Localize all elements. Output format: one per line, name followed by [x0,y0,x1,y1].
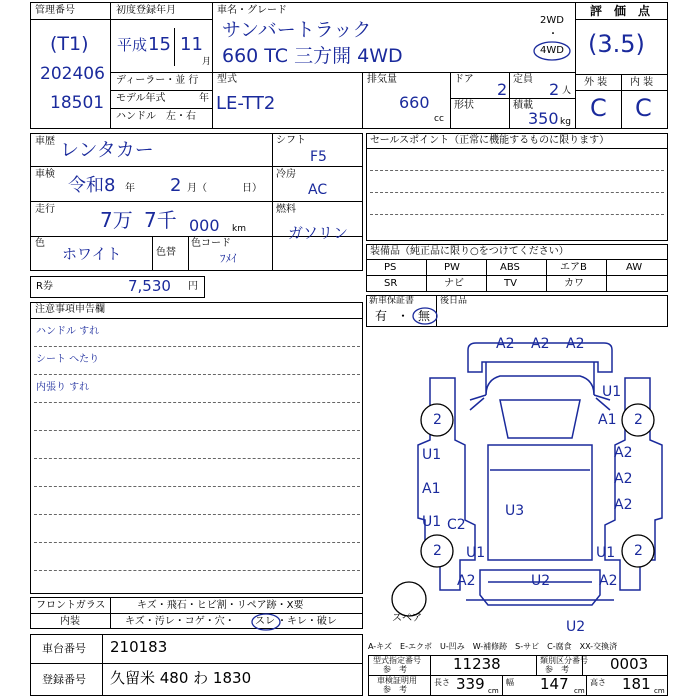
recycle-label: R券 [36,281,53,292]
note-item-3: 内張り すれ [36,382,90,393]
car-name: サンバートラック [222,19,372,41]
note-item-1: ハンドル すれ [36,326,100,337]
displacement-label: 排気量 [367,74,397,85]
mark-rear-left-u1: U1 [466,545,486,561]
doors-value: 2 [497,80,508,99]
model-year-label: モデル年式 [116,93,166,104]
warranty-no: 無 [418,309,431,323]
equip-airbag: エアB [560,262,587,273]
warranty-label: 新車保証書 [369,296,415,306]
mark-left-u1-top: U1 [422,447,442,463]
model-designation-label: 型式指定番号 [373,656,421,665]
mark-rear-a2-left: A2 [457,573,476,589]
note-item-2: シート へたり [36,354,100,365]
width-unit: cm [574,687,585,695]
seats-unit: 人 [562,86,572,96]
recycle-unit: 円 [188,281,198,292]
drive-dot: ・ [548,29,558,40]
mark-wheel-fl: 2 [433,412,442,428]
ac-label: 冷房 [276,169,296,180]
car-name-label: 車名・グレード [217,5,287,16]
equip-leather: カワ [564,278,584,289]
eval-label: 評 価 点 [590,4,651,18]
history-label: 車歴 [35,136,55,147]
equip-pw: PW [444,262,460,273]
exterior-grade: C [590,94,607,122]
width-label: 幅 [506,678,514,687]
mileage-label: 走行 [35,204,55,215]
mark-wheel-rl: 2 [433,543,442,559]
interior-grade: C [635,94,652,122]
mark-right-a2-2: A2 [614,471,633,487]
mark-left-u1-bottom: U1 [422,514,442,530]
equipment-label: 装備品（純正品に限り○をつけてください） [370,246,569,257]
first-reg-month: 11 [180,34,203,55]
reg-label: 登録番号 [42,673,86,686]
mgmt-label: 管理番号 [35,5,75,16]
dealer-label: ディーラー・並 行 [116,75,199,86]
cert-ref: 参 考 [383,685,407,694]
type-label: 型式 [217,74,237,85]
front-glass-items: キズ・飛石・ヒビ割・リペア跡・X要 [137,600,304,611]
shift-label: シフト [276,135,306,146]
length-value: 339 [456,675,485,693]
equip-abs: ABS [500,262,520,273]
first-reg-era: 平成 [117,36,148,54]
chassis-label: 車台番号 [42,642,86,655]
mark-rear-right-u1: U1 [596,545,616,561]
inspection-year-unit: 年 [125,183,135,194]
mgmt-num2: 18501 [50,93,105,113]
spare-label: スペア [392,613,422,624]
inspection-era: 令和8 [68,175,116,196]
equip-navi: ナビ [444,278,464,289]
recycle-value: 7,530 [128,277,171,295]
equip-aw: AW [626,262,643,273]
displacement-value: 660 [399,93,430,112]
model-year-unit: 年 [199,93,209,104]
manual-label: 後日品 [440,296,468,306]
height-unit: cm [654,687,665,695]
height-value: 181 [622,675,651,693]
interior-items-after: ・キレ・破レ [277,616,337,627]
mark-rear-a2-right: A2 [599,573,618,589]
history-value: レンタカー [60,139,154,161]
category-ref: 参 考 [545,665,569,674]
reg-value: 久留米 480 わ 1830 [110,669,252,687]
exterior-label: 外 装 [584,77,608,88]
mark-bed-u3: U3 [505,503,525,519]
ac-value: AC [308,182,328,198]
damage-legend: A-キズ E-エクボ U-凹み W-補修跡 S-サビ C-腐食 XX-交換済 [368,642,618,651]
inspection-month: 2 [170,175,182,196]
sales-points-label: セールスポイント（正常に機能するものに限ります） [370,135,610,146]
interior-items-before: キズ・汚レ・コゲ・穴・ [125,616,235,627]
color-label: 色 [35,238,45,249]
mileage-sen: 7千 [144,208,177,232]
diagram-cargo-bed [488,445,592,560]
doors-label: ドア [454,74,474,85]
mgmt-num1: 202406 [40,64,105,84]
mark-rear-u2: U2 [531,573,551,589]
inspection-label: 車検 [35,169,55,180]
category-value: 0003 [610,655,649,673]
notes-label: 注意事項申告欄 [35,304,105,315]
load-value: 350 [528,109,559,128]
color-code-value: ﾌﾒｲ [220,252,237,265]
mark-right-u1: U1 [602,384,622,400]
mileage-rest: 000 [189,216,220,235]
inspection-day-unit: 日） [242,183,262,194]
width-value: 147 [540,675,569,693]
cert-label: 車検証明用 [377,676,417,685]
equip-sr: SR [384,278,398,289]
fuel-label: 燃料 [276,204,296,215]
color-change-label: 色替 [156,247,176,258]
interior-items-circled: スレ [255,616,275,627]
color-value: ホワイト [62,245,122,263]
seats-value: 2 [549,80,560,99]
mark-right-a1: A1 [598,412,617,428]
length-unit: cm [488,687,499,695]
inspection-month-unit: 月（ [187,183,207,194]
shift-value: F5 [310,149,327,165]
chassis-value: 210183 [110,638,168,656]
mark-wheel-rr: 2 [634,543,643,559]
model-designation-ref: 参 考 [383,665,407,674]
mark-front-a2-1: A2 [496,336,515,352]
handle-label: ハンドル 左・右 [116,111,196,122]
drive-2wd: 2WD [540,15,564,26]
category-label: 類別区分番号 [540,656,588,665]
seats-label: 定員 [513,74,533,85]
eval-score: (3.5) [588,30,645,58]
color-code-label: 色コード [191,238,231,249]
mileage-man: 7万 [100,208,133,232]
model-designation-value: 11238 [453,655,501,673]
length-label: 長さ [434,678,450,687]
warranty-dot: ・ [397,309,410,323]
first-reg-month-unit: 月 [202,57,212,67]
drive-4wd: 4WD [540,45,564,56]
load-unit: kg [560,117,571,127]
height-label: 高さ [590,678,606,687]
mark-right-a2-1: A2 [614,445,633,461]
warranty-yes: 有 [375,309,388,323]
mark-left-a1: A1 [422,481,441,497]
displacement-unit: cc [434,114,444,124]
equip-ps: PS [384,262,397,273]
interior-label: 内 装 [630,77,654,88]
mark-wheel-fr: 2 [634,412,643,428]
mark-right-a2-3: A2 [614,497,633,513]
load-label: 積載 [513,100,533,111]
mgmt-code: (T1) [50,33,89,55]
diagram-windshield [500,400,580,438]
mark-left-c2: C2 [447,517,466,533]
mileage-unit: km [232,224,246,234]
mark-front-a2-2: A2 [531,336,550,352]
diagram-cab [486,362,594,395]
shape-label: 形状 [454,100,474,111]
type-value: LE-TT2 [216,93,276,114]
mark-front-a2-3: A2 [566,336,585,352]
first-reg-year: 15 [148,34,171,55]
mark-rear-u2-bottom: U2 [566,619,586,635]
equip-tv: TV [504,278,517,289]
front-glass-label: フロントガラス [36,600,106,611]
fuel-value: ガソリン [288,224,349,242]
spare-wheel-circle [392,582,426,616]
first-reg-label: 初度登録年月 [116,5,176,16]
car-grade: 660 TC 三方開 4WD [222,45,403,67]
interior-cond-label: 内装 [60,616,80,627]
